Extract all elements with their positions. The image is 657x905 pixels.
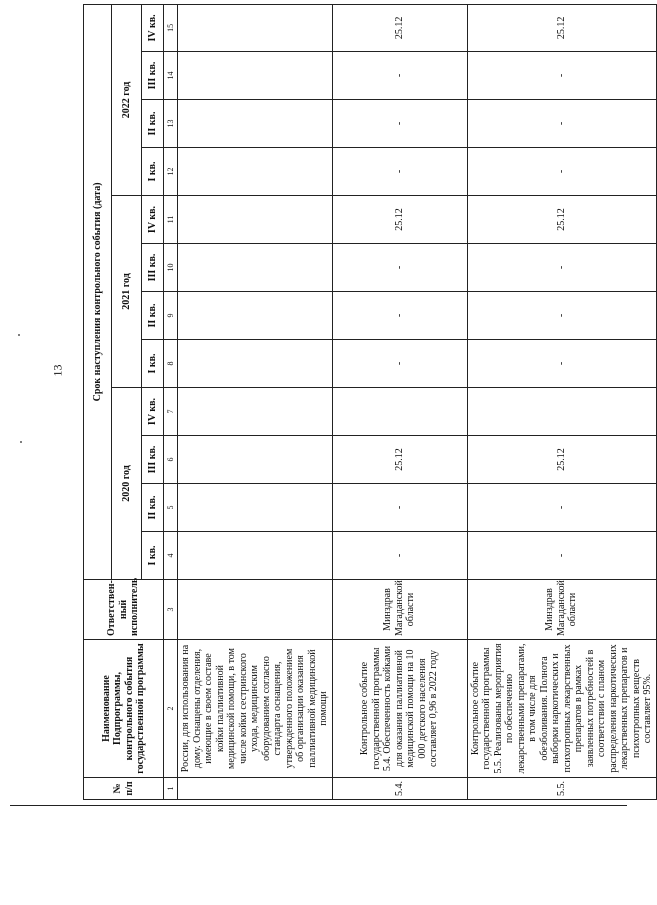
header-quarter: I кв. — [142, 340, 164, 388]
header-year-2021: 2021 год — [112, 196, 142, 388]
row-quarter-value: - — [332, 292, 467, 340]
header-quarter: I кв. — [142, 532, 164, 580]
row-quarter-value: 25.12 — [332, 196, 467, 244]
column-number: 2 — [164, 640, 178, 778]
scan-speck — [18, 334, 20, 336]
row-quarter-value — [178, 196, 333, 244]
row-quarter-value: - — [467, 244, 656, 292]
page-divider — [10, 805, 627, 806]
table-row — [178, 4, 333, 799]
scan-speck — [20, 441, 22, 443]
row-quarter-value — [178, 100, 333, 148]
row-quarter-value: - — [332, 244, 467, 292]
column-number: 4 — [164, 532, 178, 580]
header-quarter: III кв. — [142, 244, 164, 292]
column-number: 12 — [164, 148, 178, 196]
row-num — [178, 778, 333, 800]
header-quarter: II кв. — [142, 292, 164, 340]
header-quarter: III кв. — [142, 52, 164, 100]
row-quarter-value: - — [467, 100, 656, 148]
row-name: Контрольное событие государственной программы 5.4. Обеспеченность койками для оказания паллиативной медицинской помощи на 10 000 детского населения составляет 0,96 в 2022 году — [332, 640, 467, 778]
row-quarter-value: - — [467, 52, 656, 100]
row-quarter-value: - — [332, 340, 467, 388]
row-quarter-value — [178, 532, 333, 580]
row-quarter-value: - — [332, 100, 467, 148]
row-quarter-value: - — [467, 532, 656, 580]
row-quarter-value: 25.12 — [467, 436, 656, 484]
column-number: 14 — [164, 52, 178, 100]
column-number: 8 — [164, 340, 178, 388]
row-num: 5.5. — [467, 778, 656, 800]
column-number: 15 — [164, 4, 178, 51]
row-quarter-value: - — [332, 484, 467, 532]
row-quarter-value — [178, 484, 333, 532]
table-row — [467, 4, 656, 799]
header-quarter: IV кв. — [142, 196, 164, 244]
row-quarter-value: - — [467, 292, 656, 340]
header-quarter: I кв. — [142, 148, 164, 196]
header-responsible: Ответствен-ный исполнитель — [84, 580, 164, 640]
row-quarter-value — [178, 244, 333, 292]
row-quarter-value: - — [467, 340, 656, 388]
row-quarter-value — [178, 388, 333, 436]
table-row — [332, 4, 467, 799]
row-responsible — [178, 580, 333, 640]
row-quarter-value: - — [332, 532, 467, 580]
column-number: 11 — [164, 196, 178, 244]
column-number: 13 — [164, 100, 178, 148]
row-quarter-value — [178, 340, 333, 388]
row-quarter-value — [178, 148, 333, 196]
row-quarter-value — [467, 388, 656, 436]
column-number: 5 — [164, 484, 178, 532]
row-quarter-value: - — [467, 148, 656, 196]
header-quarter: II кв. — [142, 100, 164, 148]
row-quarter-value — [178, 292, 333, 340]
row-quarter-value — [178, 4, 333, 51]
row-quarter-value — [332, 388, 467, 436]
row-quarter-value — [178, 436, 333, 484]
row-quarter-value: 25.12 — [332, 436, 467, 484]
header-quarter: IV кв. — [142, 4, 164, 51]
column-number: 3 — [164, 580, 178, 640]
row-quarter-value: - — [332, 148, 467, 196]
column-number: 7 — [164, 388, 178, 436]
row-quarter-value: 25.12 — [467, 4, 656, 51]
header-quarter: IV кв. — [142, 388, 164, 436]
control-events-table — [83, 4, 657, 800]
column-number: 1 — [164, 778, 178, 800]
rotated-table-container — [83, 5, 654, 800]
column-number: 9 — [164, 292, 178, 340]
header-quarter: III кв. — [142, 436, 164, 484]
row-quarter-value: - — [332, 52, 467, 100]
row-quarter-value — [178, 52, 333, 100]
row-responsible: Минздрав Магаданской области — [332, 580, 467, 640]
header-year-2020: 2020 год — [112, 388, 142, 580]
row-quarter-value: - — [467, 484, 656, 532]
row-num: 5.4. — [332, 778, 467, 800]
page-number: 13 — [50, 364, 65, 377]
column-number: 6 — [164, 436, 178, 484]
row-name: Контрольное событие государственной программы 5.5. Реализованы мероприятия по обеспечению лекарственными препаратами, в том числе для обезболивания. Полнота выборки наркотических и психотропных лекарственных препаратов в рамках заявленных потребностей в соответствии с планом распределения наркотических лекарственных препаратов и психотропных веществ составляет 95%. — [467, 640, 656, 778]
row-responsible: Минздрав Магаданской области — [467, 580, 656, 640]
header-deadline: Срок наступления контрольного события (дата) — [84, 4, 112, 579]
header-year-2022: 2022 год — [112, 4, 142, 195]
row-quarter-value: 25.12 — [467, 196, 656, 244]
column-number: 10 — [164, 244, 178, 292]
header-num: № п/п — [84, 778, 164, 800]
header-name: Наименование Подпрограммы, контрольного события государственной программы — [84, 640, 164, 778]
row-name: России, для использования на дому. Оснащены отделения, имеющие в своем составе койки паллиативной медицинской помощи, в том числе койки сестринского ухода, медицинским оборудованием согласно стандарта оснащения, утвержденного положением об организации оказания паллиативной медицинской помощи — [178, 640, 333, 778]
header-quarter: II кв. — [142, 484, 164, 532]
row-quarter-value: 25.12 — [332, 4, 467, 51]
